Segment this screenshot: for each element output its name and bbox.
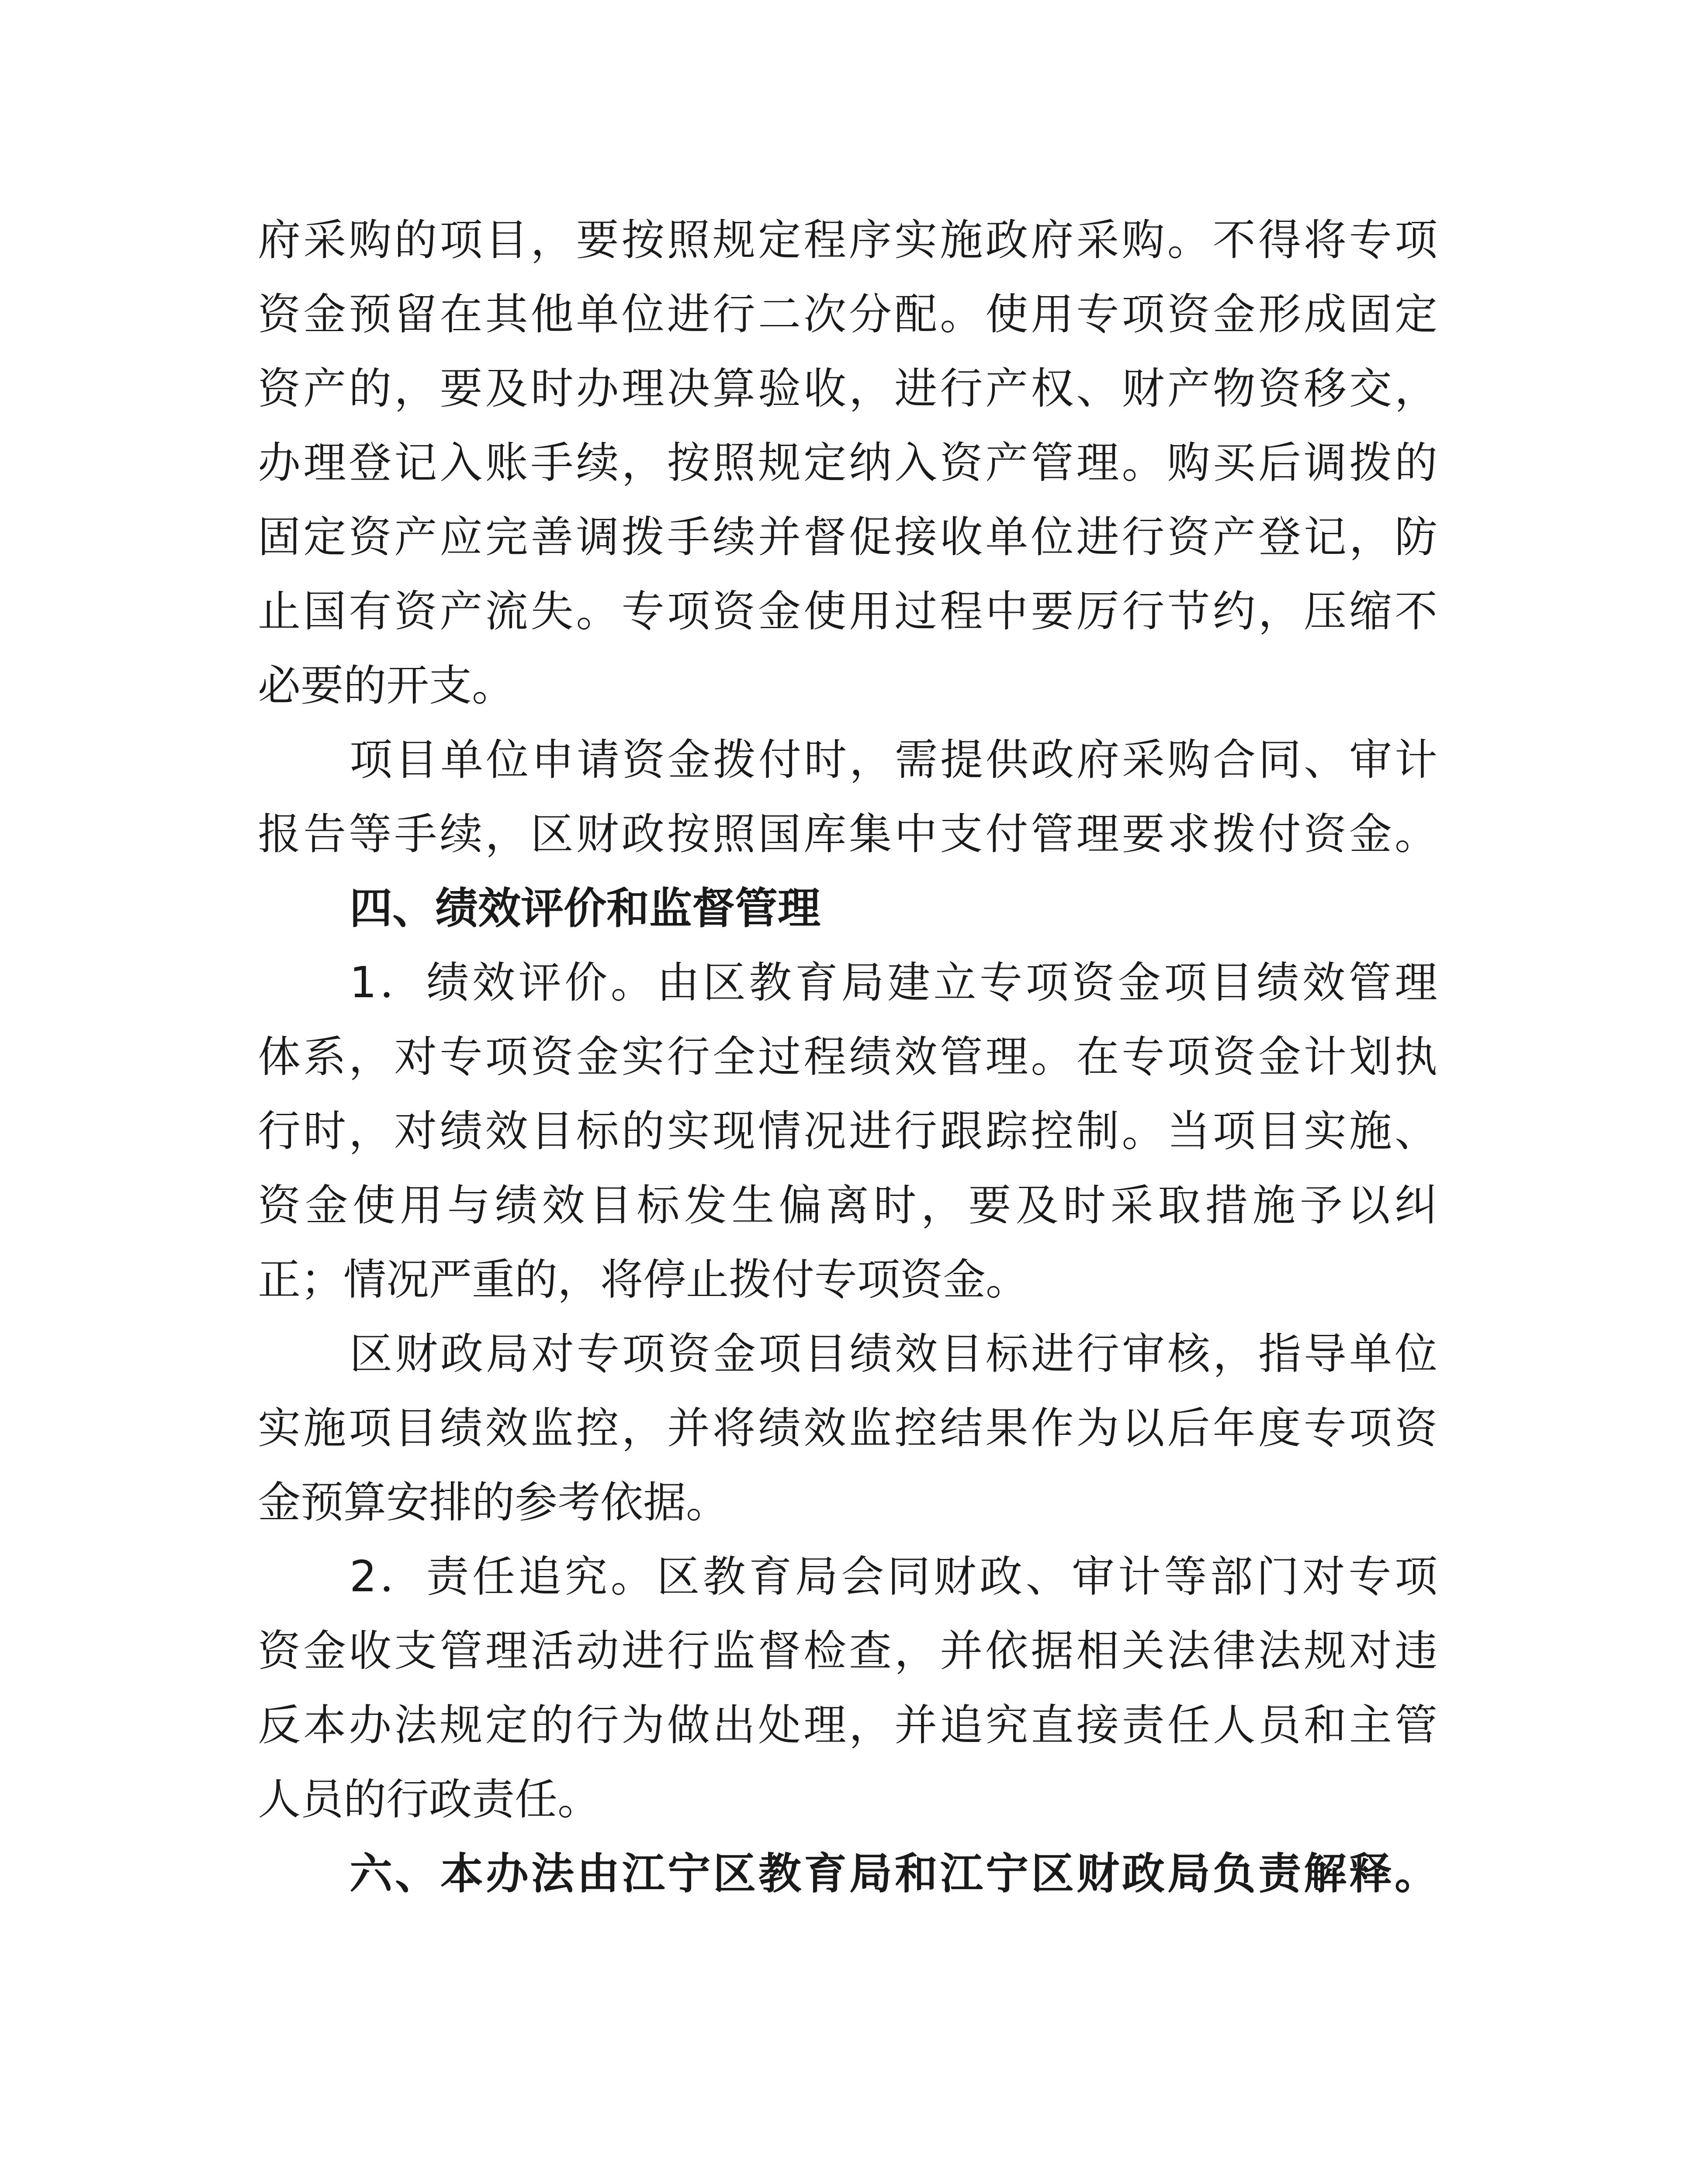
document-body bbox=[258, 203, 1437, 1911]
text-line: 止国有资产流失。专项资金使用过程中要厉行节约，压缩不 bbox=[258, 587, 1437, 636]
text-line: 人员的行政责任。 bbox=[258, 1775, 601, 1825]
text-line: 固定资产应完善调拨手续并督促接收单位进行资产登记，防 bbox=[258, 512, 1437, 562]
text-line: 实施项目绩效监控，并将绩效监控结果作为以后年度专项资 bbox=[258, 1403, 1437, 1453]
text-line: 资金预留在其他单位进行二次分配。使用专项资金形成固定 bbox=[258, 290, 1437, 339]
text-line: 金预算安排的参考依据。 bbox=[258, 1478, 729, 1527]
text-line: 资金收支管理活动进行监督检查，并依据相关法律法规对违 bbox=[258, 1626, 1437, 1676]
text-line: 体系，对专项资金实行全过程绩效管理。在专项资金计划执 bbox=[258, 1032, 1437, 1082]
section-heading: 四、绩效评价和监督管理 bbox=[350, 884, 821, 933]
text-line: 2．责任追究。区教育局会同财政、审计等部门对专项 bbox=[350, 1552, 1437, 1602]
text-line: 报告等手续，区财政按照国库集中支付管理要求拨付资金。 bbox=[258, 809, 1437, 859]
text-line: 府采购的项目，要按照规定程序实施政府采购。不得将专项 bbox=[258, 215, 1437, 265]
text-line: 资产的，要及时办理决算验收，进行产权、财产物资移交， bbox=[258, 364, 1437, 414]
text-line: 行时，对绩效目标的实现情况进行跟踪控制。当项目实施、 bbox=[258, 1106, 1437, 1156]
text-line: 正；情况严重的，将停止拨付专项资金。 bbox=[258, 1255, 1029, 1305]
text-line: 反本办法规定的行为做出处理，并追究直接责任人员和主管 bbox=[258, 1700, 1437, 1750]
text-line: 项目单位申请资金拨付时，需提供政府采购合同、审计 bbox=[350, 735, 1437, 785]
text-line: 1．绩效评价。由区教育局建立专项资金项目绩效管理 bbox=[350, 958, 1437, 1008]
text-line: 必要的开支。 bbox=[258, 661, 515, 711]
text-line: 资金使用与绩效目标发生偏离时，要及时采取措施予以纠 bbox=[258, 1181, 1437, 1230]
section-heading: 六、本办法由江宁区教育局和江宁区财政局负责解释。 bbox=[350, 1849, 1437, 1899]
text-line: 区财政局对专项资金项目绩效目标进行审核，指导单位 bbox=[350, 1329, 1437, 1379]
text-line: 办理登记入账手续，按照规定纳入资产管理。购买后调拨的 bbox=[258, 438, 1437, 488]
